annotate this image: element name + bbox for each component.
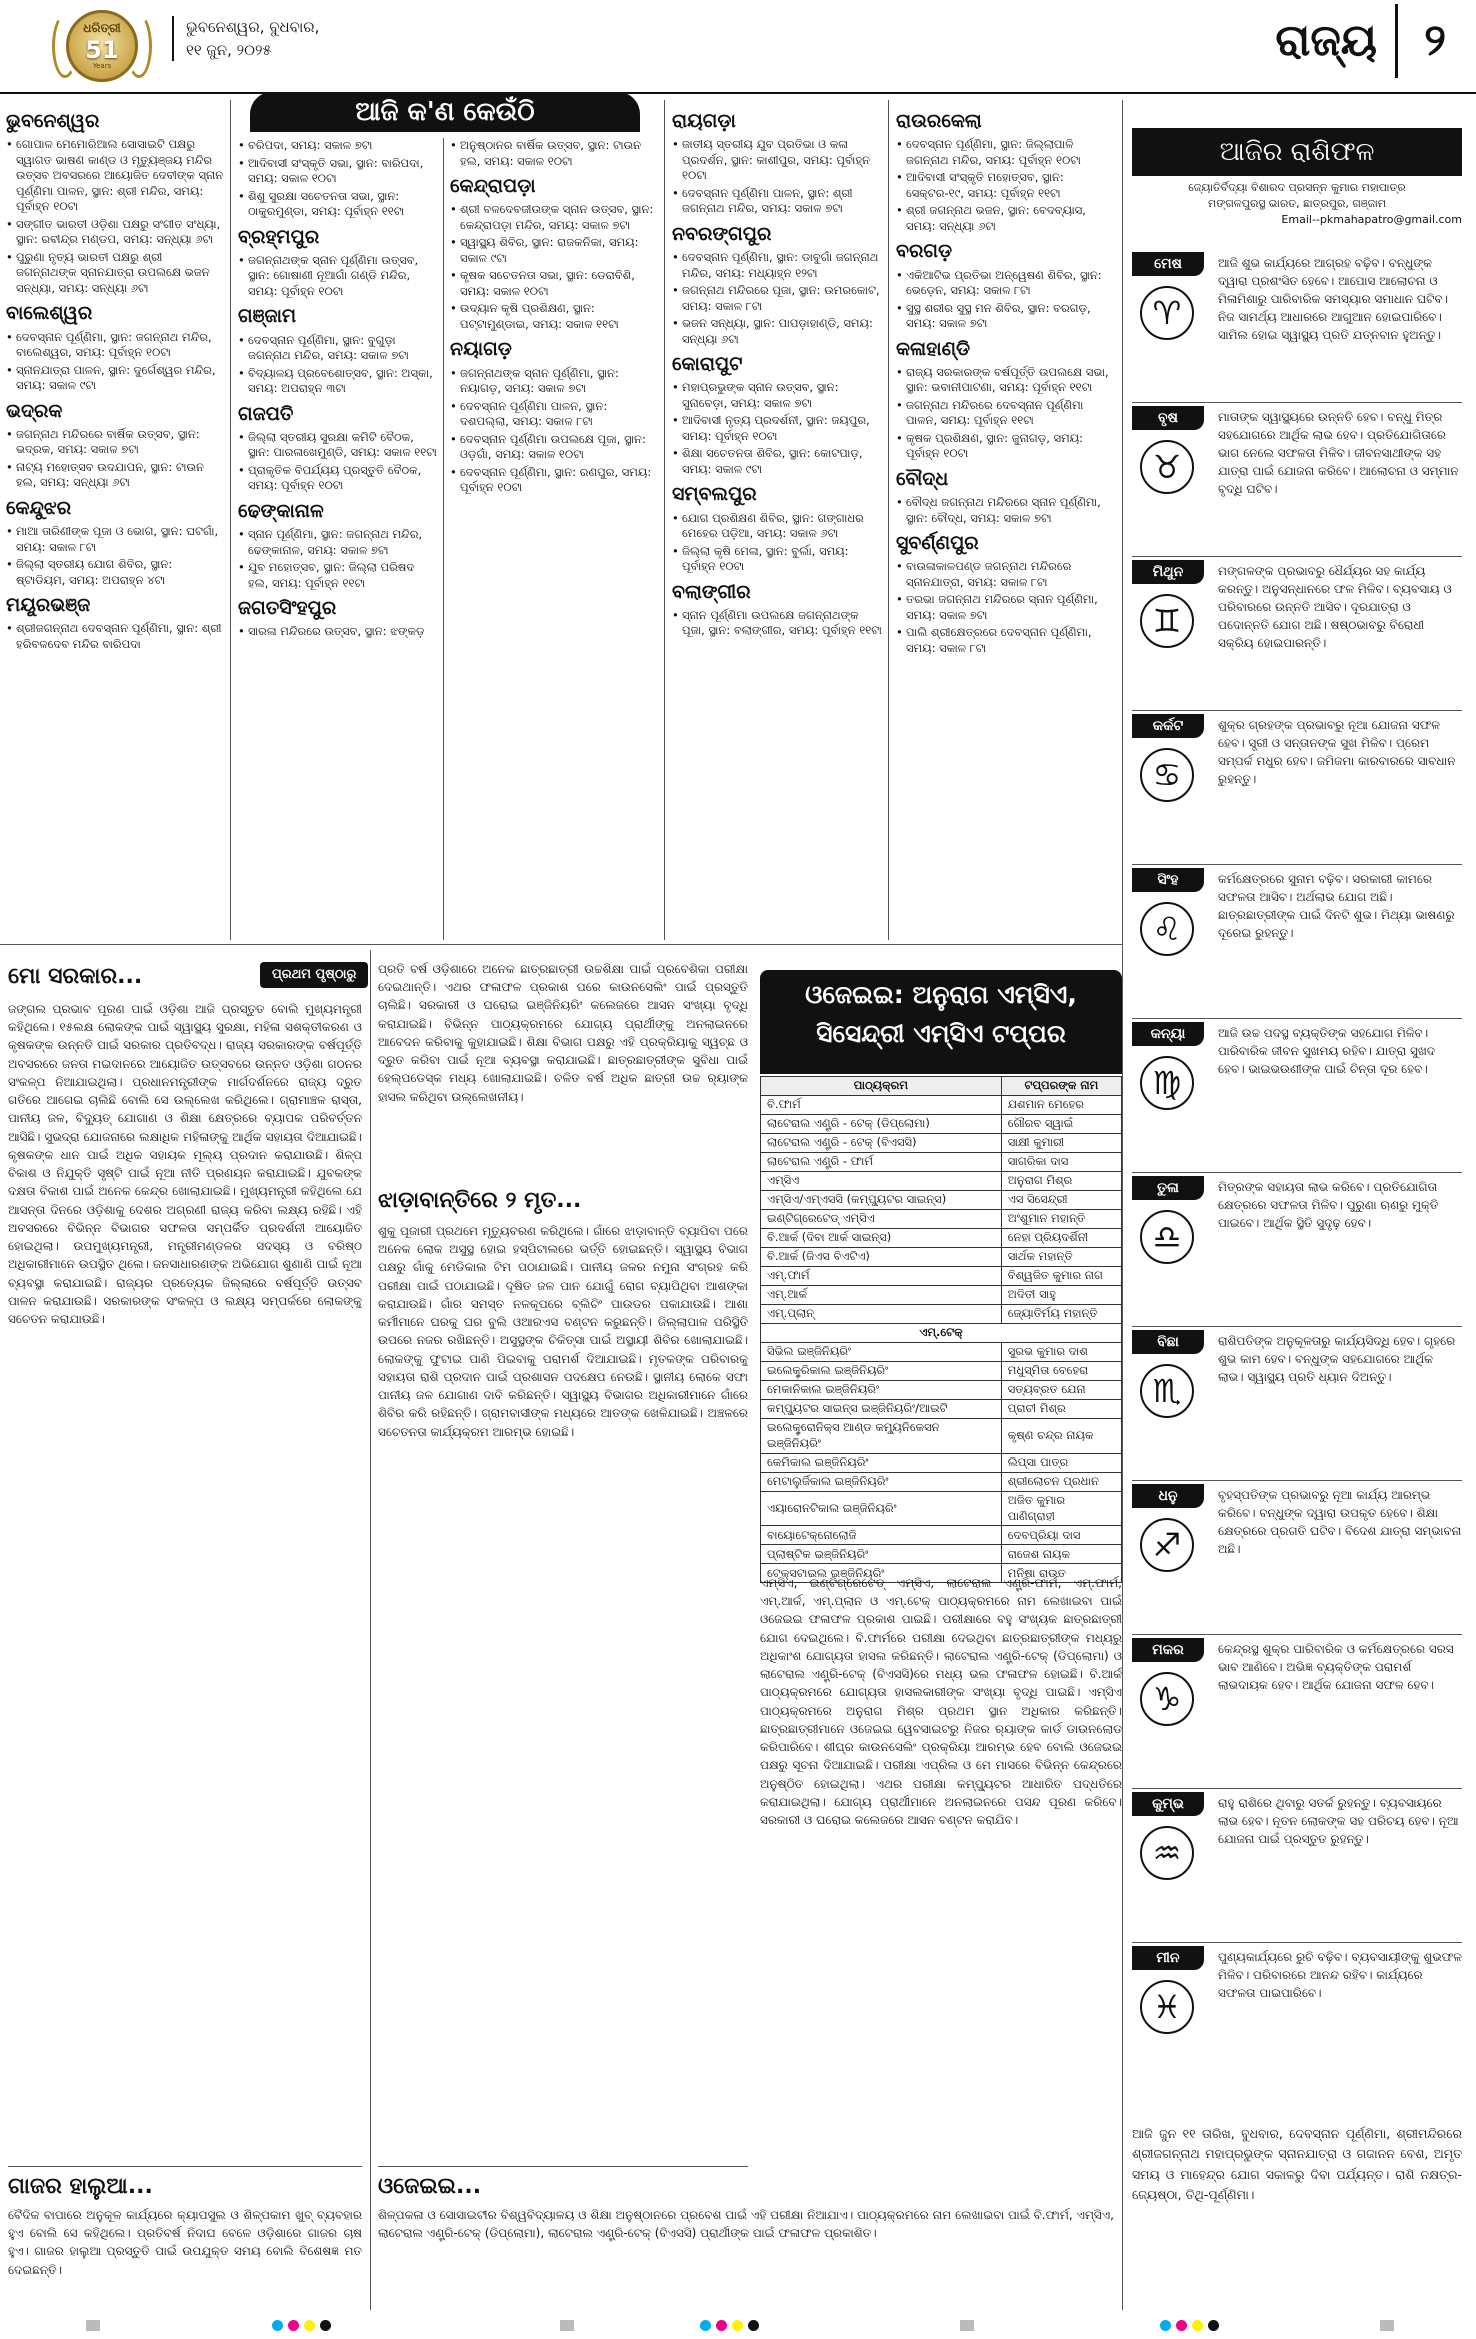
zodiac-sign-icon: ♏	[1140, 1364, 1194, 1418]
event-item: • ଜିଲ୍ଲା ସ୍ତରୀୟ ଯୋଗ ଶିବିର, ସ୍ଥାନ: ଷ୍ଟାଡିୟମ, ସମୟ: ଅପରାହ୍ନ ୪ଟା	[6, 557, 224, 588]
course-cell: ଲାଟେରାଲ ଏଣ୍ଟ୍ରି - ଟେକ୍ (ଡିପ୍ଲୋମା)	[761, 1115, 1002, 1134]
topper-cell: ଦେବପ୍ରିୟା ଦାସ	[1001, 1526, 1121, 1545]
event-item: • ଦେବସ୍ନାନ ପୂର୍ଣ୍ଣିମା, ସ୍ଥାନ: ରଣପୁର, ସମୟ: ପୂର୍ବାହ୍ନ ୧୦ଟା	[450, 465, 658, 496]
table-row	[761, 1472, 1122, 1491]
table-row	[761, 1362, 1122, 1381]
cyan-dot-icon	[272, 2320, 283, 2331]
event-item: • ଜଗନ୍ନାଥଙ୍କ ସ୍ନାନ ପୂର୍ଣ୍ଣିମା ଉତ୍ସବ, ସ୍ଥାନ: ଗୋଷାଣୀ ନୂଆଗାଁ ଗଣ୍ଡି ମନ୍ଦିର, ସମୟ: ପୂର୍ବାହ୍ନ ୧୦ଟା	[238, 253, 438, 300]
sign-name: ମୀନ	[1132, 1946, 1204, 1970]
event-place-heading: ରାଉରକେଲା	[896, 110, 982, 132]
article-body-ojee-cont: ଶିଳ୍ପକଳା ଓ ସୋସାଇଟୀର ବିଶ୍ୱବିଦ୍ୟାଳୟ ଓ ଶିକ୍ଷା ଅନୁଷ୍ଠାନରେ ପ୍ରବେଶ ପାଇଁ ଏହି ପରୀକ୍ଷା ନିଆଯାଏ। ପାଠ୍ୟକ୍ରମରେ ନାମ ଲେଖାଇବା ପାଇଁ ବି.ଫାର୍ମ, ଏମ୍‌ସିଏ, ଲାଟେରାଲ ଏଣ୍ଟ୍ରି-ଟେକ୍ (ଡିପ୍ଲୋମା), ଲାଟେରାଲ ଏଣ୍ଟ୍ରି-ଟେକ୍ (ବିଏସସି) ପ୍ରାର୍ଥୀଙ୍କ ପାଇଁ ଫଳାଫଳ ପ୍ରକାଶିତ।	[378, 2208, 1114, 2241]
table-row	[761, 1191, 1122, 1210]
event-item: • କୃଷକ ପ୍ରଶିକ୍ଷଣ, ସ୍ଥାନ: ଜୁନାଗଡ଼, ସମୟ: ପୂର୍ବାହ୍ନ ୧୦ଟା	[896, 431, 1114, 462]
sign-prediction: ରାହୁ ରାଶିରେ ଥିବାରୁ ସତର୍କ ରୁହନ୍ତୁ। ବ୍ୟବସାୟରେ ଲାଭ ହେବ। ନୂତନ ଲୋକଙ୍କ ସହ ପରିଚୟ ହେବ। ନୂଆ ଯୋଜନା ପାଇଁ ପ୍ରସ୍ତୁତ ରୁହନ୍ତୁ।	[1218, 1796, 1459, 1846]
event-item: • ଭଜନ ସନ୍ଧ୍ୟା, ସ୍ଥାନ: ପାପଡ଼ାହାଣ୍ଡି, ସମୟ: ସନ୍ଧ୍ୟା ୬ଟା	[672, 316, 882, 347]
horoscope-sign	[1132, 1484, 1462, 1634]
course-cell: ପ୍ଲାଷ୍ଟିକ ଇଞ୍ଜିନିୟରିଂ	[761, 1545, 1002, 1564]
event-item: • ଜିଲ୍ଲା କୃଷି ମେଳା, ସ୍ଥାନ: ବୁର୍ଲା, ସମୟ: ପୂର୍ବାହ୍ନ ୧୦ଟା	[672, 544, 882, 575]
horoscope-sign	[1132, 868, 1462, 1018]
horoscope-byline	[1132, 180, 1462, 228]
table-subheader-row	[761, 1324, 1122, 1343]
zodiac-sign-icon: ♒	[1140, 1826, 1194, 1880]
horoscope-sign	[1132, 560, 1462, 710]
sign-name: କନ୍ୟା	[1132, 1022, 1204, 1046]
table-row	[761, 1248, 1122, 1267]
ojee-toppers-table	[760, 1076, 1122, 1583]
topper-cell: ଜ୍ୟୋତିର୍ମୟ ମହାନ୍ତି	[1001, 1305, 1121, 1324]
topper-cell: ମଧୁସ୍ମିତା ବେହେରା	[1001, 1362, 1121, 1381]
panchang-text: ଆଜି ଜୁନ ୧୧ ତାରିଖ, ବୁଧବାର, ଦେବସ୍ନାନ ପୂର୍ଣ୍ଣିମା, ଶ୍ରୀମନ୍ଦିରରେ ଶ୍ରୀଜଗନ୍ନାଥ ମହାପ୍ରଭୁଙ୍କ ସ୍ନାନଯାତ୍ରା ଓ ଗଜାନନ ବେଶ, ଅମୃତ ସମୟ ଓ ମାହେନ୍ଦ୍ର ଯୋଗ ସକାଳରୁ ଦିବା ପର୍ଯ୍ୟନ୍ତ। ରାଶି ନକ୍ଷତ୍ର-ଜ୍ୟେଷ୍ଠା, ତିଥି-ପୂର୍ଣ୍ଣିମା।	[1132, 2126, 1462, 2202]
horoscope-sign	[1132, 1330, 1462, 1480]
course-cell: କେମିକାଲ ଇଞ୍ଜିନିୟରିଂ	[761, 1453, 1002, 1472]
event-item: • ପ୍ରାକୃତିକ ବିପର୍ଯ୍ୟୟ ପ୍ରସ୍ତୁତି ବୈଠକ, ସମୟ: ପୂର୍ବାହ୍ନ ୧୦ଟା	[238, 463, 438, 494]
event-place-heading: କୋରାପୁଟ	[672, 353, 743, 376]
ojee-headline: ଓଜେଇଇ: ଅନୁରାଗ ଏମ୍‌ସିଏ, ସିସେନ୍ଦ୍ରୀ ଏମ୍‌ସିଏ ଟପ୍‌ପର	[760, 970, 1122, 1074]
event-place-heading: ସୁବର୍ଣ୍ଣପୁର	[896, 532, 979, 555]
event-place-heading: ଗଜପତି	[238, 402, 294, 425]
mtech-subheader: ଏମ୍.ଟେକ୍	[761, 1324, 1122, 1343]
course-cell: ଏମ୍‌ସିଏ	[761, 1172, 1002, 1191]
event-item: • ପୁରୁଣା ନୃତ୍ୟ ଭାରତୀ ପକ୍ଷରୁ ଶ୍ରୀ ଜଗନ୍ନାଥଙ୍କ ସ୍ନାନଯାତ୍ରା ଉପଲକ୍ଷେ ଭଜନ ସନ୍ଧ୍ୟା, ସମୟ: ସନ୍ଧ୍ୟା ୬ଟା	[6, 250, 224, 297]
event-item: • ଅନୁଷ୍ଠାନର ବାର୍ଷିକ ଉତ୍ସବ, ସ୍ଥାନ: ଟାଉନ ହଲ, ସମୟ: ସକାଳ ୧୦ଟା	[450, 138, 658, 169]
panchang-block	[1132, 2122, 1462, 2312]
event-item: • ସଙ୍ଗୀତ ଭାରତୀ ଓଡ଼ିଶା ପକ୍ଷରୁ ସଂଗୀତ ସଂଧ୍ୟା, ସ୍ଥାନ: ରବୀନ୍ଦ୍ର ମଣ୍ଡପ, ସମୟ: ସନ୍ଧ୍ୟା ୬ଟା	[6, 217, 224, 248]
event-place-heading: ବୌଦ୍ଧ	[896, 467, 949, 490]
sign-name: ବୃଷ	[1132, 406, 1204, 430]
event-item: • ଏକିଆଟିଭ ପ୍ରତିଭା ଅନ୍ୱେଷଣ ଶିବିର, ସ୍ଥାନ: ଭେଡ଼େନ, ସମୟ: ସକାଳ ୮ଟା	[896, 268, 1114, 299]
zodiac-sign-icon: ♑	[1140, 1672, 1194, 1726]
zodiac-sign-icon: ♎	[1140, 1210, 1194, 1264]
event-place-heading: ବ୍ରହ୍ମପୁର	[238, 225, 320, 248]
topper-cell: ନେହା ପ୍ରିୟଦର୍ଶିନୀ	[1001, 1229, 1121, 1248]
horoscope-sign	[1132, 1638, 1462, 1788]
topper-cell: ସାକ୍ଷୀ କୁମାରୀ	[1001, 1134, 1121, 1153]
sign-divider	[1132, 1942, 1462, 1943]
event-item: • ଦେବସ୍ନାନ ପୂର୍ଣ୍ଣିମା ପାଳନ, ସ୍ଥାନ: ଦଶପଲ୍ଲା, ସମୟ: ସକାଳ ୮ଟା	[450, 399, 658, 430]
topper-cell: ଅନୁରାଗ ମିଶ୍ର	[1001, 1172, 1121, 1191]
column-rule	[370, 950, 371, 2310]
sign-name: ମେଷ	[1132, 252, 1204, 276]
course-cell: ବି.ଆର୍କ (ଦିବା ଆର୍କ ସାଇନ୍ସ)	[761, 1229, 1002, 1248]
event-place-heading: ଢେଙ୍କାନାଳ	[238, 499, 324, 522]
zodiac-sign-icon: ♍	[1140, 1056, 1194, 1110]
event-place-heading: ଭୁବନେଶ୍ୱର	[6, 110, 100, 132]
event-item: • କୃଷକ ସଚେତନତା ସଭା, ସ୍ଥାନ: ଡେରାବିଶି, ସମୟ: ସକାଳ ୧୦ଟା	[450, 268, 658, 299]
table-row	[761, 1096, 1122, 1115]
yellow-dot-icon	[304, 2320, 315, 2331]
page-number: ୨	[1395, 4, 1462, 78]
table-row	[761, 1526, 1122, 1545]
sign-divider	[1132, 1634, 1462, 1635]
event-place-heading: ଗଞ୍ଜାମ	[238, 305, 297, 328]
black-dot-icon	[1208, 2320, 1219, 2331]
course-cell: ଏମ୍.ଫାର୍ମ	[761, 1267, 1002, 1286]
sign-prediction: ଆଜି ଶୁଭ କାର୍ଯ୍ୟରେ ଆଗ୍ରହ ବଢ଼ିବ। ବନ୍ଧୁଙ୍କ ଦ୍ୱାରା ପ୍ରଶଂସିତ ହେବେ। ଆପୋସ ଆଲୋଚନା ଓ ମିଳାମିଶାରୁ ପାରିବାରିକ ସମସ୍ୟାର ସମାଧାନ ଘଟିବ। ନିଜ ସାମର୍ଥ୍ୟ ଆଧାରରେ ଆଗୁଆନ ହୋଇପାରିବେ। ସାମିଲ ହୋଇ ସ୍ୱାସ୍ଥ୍ୟ ପ୍ରତି ଯତ୍ନବାନ ହୁଅନ୍ତୁ।	[1218, 256, 1449, 342]
horoscope-heading: ଆଜିର ରାଶିଫଳ	[1132, 128, 1462, 176]
event-item: • ଦେବସ୍ନାନ ପୂର୍ଣ୍ଣିମା ଉପଲକ୍ଷେ ପୂଜା, ସ୍ଥାନ: ଓଡ଼ଗାଁ, ସମୟ: ସକାଳ ୧୦ଟା	[450, 432, 658, 463]
zodiac-sign-icon: ♐	[1140, 1518, 1194, 1572]
event-item: • ବୌଦ୍ଧ ଜଗନ୍ନାଥ ମନ୍ଦିରରେ ସ୍ନାନ ପୂର୍ଣ୍ଣିମା, ସ୍ଥାନ: ବୌଦ୍ଧ, ସମୟ: ସକାଳ ୭ଟା	[896, 495, 1114, 526]
article-body-ojee: ଏମ୍‌ସିଏ, ଇଣ୍ଟିଗ୍ରେଟେଡ୍ ଏମ୍‌ସିଏ, ଲାଟେରାଲ ଏଣ୍ଟ୍ରି-ଫାର୍ମ, ଏମ୍.ଫାର୍ମ, ଏମ୍.ଆର୍କ, ଏମ୍.ପ୍ଲାନ ଓ ଏମ୍.ଟେକ୍ ପାଠ୍ୟକ୍ରମରେ ନାମ ଲେଖାଇବା ପାଇଁ ଓଜେଇଇ ଫଳାଫଳ ପ୍ରକାଶ ପାଇଛି। ପରୀକ୍ଷାରେ ବହୁ ସଂଖ୍ୟକ ଛାତ୍ରଛାତ୍ରୀ ଯୋଗ ଦେଇଥିଲେ। ବି.ଫାର୍ମରେ ପରୀକ୍ଷା ଦେଇଥିବା ଛାତ୍ରଛାତ୍ରୀଙ୍କ ମଧ୍ୟରୁ ଅଧିକାଂଶ ଯୋଗ୍ୟତା ହାସଲ କରିଛନ୍ତି। ଲାଟେରାଲ ଏଣ୍ଟ୍ରି-ଟେକ୍ (ଡିପ୍ଲୋମା) ଓ ଲାଟେରାଲ ଏଣ୍ଟ୍ରି-ଟେକ୍ (ବିଏସସି)ରେ ମଧ୍ୟ ଭଲ ଫଳାଫଳ ହୋଇଛି। ବି.ଆର୍କ ପାଠ୍ୟକ୍ରମରେ ଯୋଗ୍ୟତା ହାସଲକାରୀଙ୍କ ସଂଖ୍ୟା ବୃଦ୍ଧି ପାଇଛି। ଏମ୍‌ସିଏ ପାଠ୍ୟକ୍ରମରେ ଅନୁରାଗ ମିଶ୍ର ପ୍ରଥମ ସ୍ଥାନ ଅଧିକାର କରିଛନ୍ତି। ଛାତ୍ରଛାତ୍ରୀମାନେ ଓଜେଇଇ ୱେବସାଇଟରୁ ନିଜର ର‍୍ୟାଙ୍କ କାର୍ଡ ଡାଉନଲୋଡ କରିପାରିବେ। ଶୀଘ୍ର କାଉନସେଲିଂ ପ୍ରକ୍ରିୟା ଆରମ୍ଭ ହେବ ବୋଲି ଓଜେଇଇ ପକ୍ଷରୁ ସୂଚନା ଦିଆଯାଇଛି। ପରୀକ୍ଷା ଏପ୍ରିଲ ଓ ମେ ମାସରେ ବିଭିନ୍ନ କେନ୍ଦ୍ରରେ ଅନୁଷ୍ଠିତ ହୋଇଥିଲା। ଏଥର ପରୀକ୍ଷା କମ୍ପ୍ୟୁଟର ଆଧାରିତ ପଦ୍ଧତିରେ କରାଯାଇଥିଲା। ଯୋଗ୍ୟ ପ୍ରାର୍ଥୀମାନେ ଅନଲାଇନରେ ପସନ୍ଦ ପୂରଣ କରିବେ। ସରକାରୀ ଓ ଘରୋଇ କଲେଜରେ ଆସନ ବଣ୍ଟନ କରାଯିବ।	[760, 1576, 1122, 1828]
event-item: • ଜଗନ୍ନାଥ ମନ୍ଦିରରେ ବାର୍ଷିକ ଉତ୍ସବ, ସ୍ଥାନ: ଭଦ୍ରକ, ସମୟ: ସକାଳ ୭ଟା	[6, 427, 224, 458]
table-row	[761, 1381, 1122, 1400]
sign-name: ତୁଳା	[1132, 1176, 1204, 1200]
course-cell: ଏମ୍.ପ୍ଲାନ୍	[761, 1305, 1002, 1324]
black-dot-icon	[320, 2320, 331, 2331]
event-item: • ଶ୍ରୀଜଗନ୍ନାଥ ଦେବସ୍ନାନ ପୂର୍ଣ୍ଣିମା, ସ୍ଥାନ: ଶ୍ରୀ ହରିବଳଦେବ ମନ୍ଦିର ବାରିପଦା	[6, 621, 224, 652]
event-place-heading: କେନ୍ଦ୍ରାପଡ଼ା	[450, 175, 536, 198]
sign-name: କର୍କଟ	[1132, 714, 1204, 738]
topper-cell: ଅଦିତୀ ସାହୁ	[1001, 1286, 1121, 1305]
event-item: • ଦେବସ୍ନାନ ପୂର୍ଣ୍ଣିମା, ସ୍ଥାନ: ଜିଲ୍ଲାପାଳି ଜଗନ୍ନାଥ ମନ୍ଦିର, ସମୟ: ପୂର୍ବାହ୍ନ ୧୦ଟା	[896, 137, 1114, 168]
sign-prediction: ମିତ୍ରଙ୍କ ସହାୟତା ଲାଭ କରିବେ। ପ୍ରତିଯୋଗିତା କ୍ଷେତ୍ରରେ ସଫଳତା ମିଳିବ। ପୁରୁଣା ଋଣରୁ ମୁକ୍ତି ପାଇବେ। ଆର୍ଥିକ ସ୍ଥିତି ସୁଦୃଢ଼ ହେବ।	[1218, 1180, 1439, 1230]
event-item: • ଗୋପାଳ ମେମୋରିଆଲ ସୋସାଇଟି ପକ୍ଷରୁ ସ୍ୱାଗତ ଭାଷଣ କାଣ୍ଡ ଓ ମୃତ୍ୟୁଞ୍ଜୟ ମନ୍ଦିର ଉତ୍ସବ ଅବସରରେ ଆୟୋଜିତ ଦେବୀଙ୍କ ସ୍ନାନ ପୂର୍ଣ୍ଣିମା ପାଳନ, ସ୍ଥାନ: ଶ୍ରୀ ମନ୍ଦିର, ସମୟ: ପୂର୍ବାହ୍ନ ୧୦ଟା	[6, 137, 224, 215]
event-item: • ବରିପଦା, ସମୟ: ସକାଳ ୭ଟା	[238, 138, 438, 154]
topper-cell: ଅଂଶୁମାନ ମହାନ୍ତି	[1001, 1210, 1121, 1229]
course-cell: ବି.ଫାର୍ମ	[761, 1096, 1002, 1115]
events-column-2	[238, 138, 438, 940]
event-item: • ଜଗନ୍ନାଥ ମନ୍ଦିରରେ ଦେବସ୍ନାନ ପୂର୍ଣ୍ଣିମା ପାଳନ, ସମୟ: ପୂର୍ବାହ୍ନ ୧୧ଟା	[896, 398, 1114, 429]
event-item: • ଶ୍ରୀ ବଳଦେବଜୀଉଙ୍କ ସ୍ନାନ ଉତ୍ସବ, ସ୍ଥାନ: କେନ୍ଦ୍ରାପଡ଼ା ମନ୍ଦିର, ସମୟ: ସକାଳ ୭ଟା	[450, 202, 658, 233]
event-item: • ଶ୍ରୀ ଜଗନ୍ନାଥ ଭଜନ, ସ୍ଥାନ: ବେଦବ୍ୟାସ, ସମୟ: ସନ୍ଧ୍ୟା ୬ଟା	[896, 203, 1114, 234]
zodiac-sign-icon: ♈	[1140, 286, 1194, 340]
horoscope-sign	[1132, 714, 1462, 864]
course-cell: ଇଲେକ୍ଟ୍ରିକାଲ ଇଞ୍ଜିନିୟରିଂ	[761, 1362, 1002, 1381]
table-row	[761, 1115, 1122, 1134]
topper-cell: ଅଜିତ କୁମାର ପାଣିଗ୍ରାହୀ	[1001, 1491, 1121, 1526]
column-rule	[1122, 100, 1123, 2310]
zodiac-sign-icon: ♊	[1140, 594, 1194, 648]
event-item: • ଜଗନ୍ନାଥଙ୍କ ସ୍ନାନ ପୂର୍ଣ୍ଣିମା, ସ୍ଥାନ: ନୟାଗଡ଼, ସମୟ: ସକାଳ ୭ଟା	[450, 366, 658, 397]
topper-cell: କୃଷ୍ଣ ଚନ୍ଦ୍ର ନାୟକ	[1001, 1419, 1121, 1454]
horoscope-sign	[1132, 1946, 1462, 2096]
yellow-dot-icon	[732, 2320, 743, 2331]
print-registration-marks	[0, 2316, 1476, 2339]
event-item: • ସ୍ୱାସ୍ଥ୍ୟ ଶିବିର, ସ୍ଥାନ: ରାଜକନିକା, ସମୟ: ସକାଳ ୯ଟା	[450, 235, 658, 266]
horoscope-sign	[1132, 252, 1462, 402]
sign-divider	[1132, 1326, 1462, 1327]
column-rule	[664, 100, 665, 940]
table-row	[761, 1305, 1122, 1324]
event-item: • ସ୍ନାନ ପୂର୍ଣ୍ଣିମା ଉପଲକ୍ଷେ ଜଗନ୍ନାଥଙ୍କ ପୂଜା, ସ୍ଥାନ: ବଲାଙ୍ଗୀର, ସମୟ: ପୂର୍ବାହ୍ନ ୧୧ଟା	[672, 608, 882, 639]
event-item: • ସୁସ୍ଥ ଶରୀର ସୁସ୍ଥ ମନ ଶିବିର, ସ୍ଥାନ: ବରଗଡ଼, ସମୟ: ସକାଳ ୭ଟା	[896, 301, 1114, 332]
horoscope-sign	[1132, 1792, 1462, 1942]
course-cell: ବି.ଆର୍କ (ଜିଏସ ବିଏଟିଏ)	[761, 1248, 1002, 1267]
table-row	[761, 1491, 1122, 1526]
anniversary-seal-logo	[46, 4, 158, 86]
sign-prediction: ରାଶିପତିଙ୍କ ଅନୁକୂଳତାରୁ କାର୍ଯ୍ୟସିଦ୍ଧି ହେବ। ଗୃହରେ ଶୁଭ କାମ ହେବ। ବନ୍ଧୁଙ୍କ ସହଯୋଗରେ ଆର୍ଥିକ ଲାଭ। ସ୍ୱାସ୍ଥ୍ୟ ପ୍ରତି ଧ୍ୟାନ ଦିଅନ୍ତୁ।	[1218, 1334, 1456, 1384]
sign-divider	[1132, 710, 1462, 711]
event-place-heading: ରାୟଗଡ଼ା	[672, 110, 736, 132]
topper-cell: ଶ୍ରୀଲୋଚନ ପ୍ରଧାନ	[1001, 1472, 1121, 1491]
course-cell: ମେକାନିକାଲ ଇଞ୍ଜିନିୟରିଂ	[761, 1381, 1002, 1400]
topper-cell: ଏସ ସିସେନ୍ଦ୍ରୀ	[1001, 1191, 1121, 1210]
header-rule	[0, 92, 1476, 94]
article-kicker-ojee-cont: ଓଜେଇଇ...	[378, 2174, 482, 2199]
course-cell: କମ୍ପ୍ୟୁଟର ସାଇନ୍ସ ଇଞ୍ଜିନିୟରିଂ/ଆଇଟି	[761, 1400, 1002, 1419]
article-body-continued: ପ୍ରତି ବର୍ଷ ଓଡ଼ିଶାରେ ଅନେକ ଛାତ୍ରଛାତ୍ରୀ ଉଚ୍ଚଶିକ୍ଷା ପାଇଁ ପ୍ରବେଶିକା ପରୀକ୍ଷା ଦେଇଥାନ୍ତି। ଏଥର ଫଳାଫଳ ପ୍ରକାଶ ପରେ କାଉନସେଲିଂ ପାଇଁ ପ୍ରସ୍ତୁତି ଚାଲିଛି। ସରକାରୀ ଓ ଘରୋଇ ଇଞ୍ଜିନିୟରିଂ କଲେଜରେ ଆସନ ସଂଖ୍ୟା ବୃଦ୍ଧି କରାଯାଇଛି। ବିଭିନ୍ନ ପାଠ୍ୟକ୍ରମରେ ଯୋଗ୍ୟ ପ୍ରାର୍ଥୀଙ୍କୁ ଅନଲାଇନରେ ଆବେଦନ କରିବାକୁ କୁହାଯାଇଛି। ଶିକ୍ଷା ବିଭାଗ ପକ୍ଷରୁ ଏହି ପ୍ରକ୍ରିୟାକୁ ସ୍ୱଚ୍ଛ ଓ ଦ୍ରୁତ କରିବା ପାଇଁ ନୂଆ ବ୍ୟବସ୍ଥା କରାଯାଇଛି। ଛାତ୍ରଛାତ୍ରୀଙ୍କ ସୁବିଧା ପାଇଁ ହେଲ୍ପଡେସ୍କ ମଧ୍ୟ ଖୋଲାଯାଇଛି। ଚଳିତ ବର୍ଷ ଅଧିକ ଛାତ୍ରୀ ଉଚ୍ଚ ର‍୍ୟାଙ୍କ ହାସଲ କରିଥିବା ଉଲ୍ଲେଖନୀୟ।	[378, 962, 748, 1104]
topper-cell: ମନିଷା ରାଉତ	[1001, 1564, 1121, 1583]
event-item: • ଯୁବ ମହୋତ୍ସବ, ସ୍ଥାନ: ଜିଲ୍ଲା ପରିଷଦ ହଲ, ସମୟ: ପୂର୍ବାହ୍ନ ୧୧ଟା	[238, 560, 438, 591]
astrologer-address: ମଙ୍ଗଳପୁରସ୍ଥ ଭାରତ, ଛାତ୍ରପୁର, ଗଞ୍ଜାମ	[1207, 196, 1386, 210]
table-row	[761, 1453, 1122, 1472]
zodiac-sign-icon: ♉	[1140, 440, 1194, 494]
article-kicker-gajar: ଗାଜର ହାଲୁଆ...	[8, 2174, 153, 2199]
magenta-dot-icon	[288, 2320, 299, 2331]
event-item: • ଶିଶୁ ସୁରକ୍ଷା ସଚେତନତା ସଭା, ସ୍ଥାନ: ଠାକୁରମୁଣ୍ଡା, ସମୟ: ପୂର୍ବାହ୍ନ ୧୧ଟା	[238, 189, 438, 220]
registration-square-icon	[86, 2320, 100, 2331]
event-place-heading: ନୟାଗଡ଼	[450, 338, 512, 361]
event-item: • ରାଜ୍ୟ ସରକାରଙ୍କ ବର୍ଷପୂର୍ତ୍ତି ଉପଲକ୍ଷେ ସଭା, ସ୍ଥାନ: ଭବାନୀପାଟଣା, ସମୟ: ପୂର୍ବାହ୍ନ ୧୧ଟା	[896, 365, 1114, 396]
magenta-dot-icon	[716, 2320, 727, 2331]
sign-divider	[1132, 1788, 1462, 1789]
topper-cell: ସୁରଭ କୁମାର ଦାଶ	[1001, 1343, 1121, 1362]
sign-prediction: ମାତାଙ୍କ ସ୍ୱାସ୍ଥ୍ୟରେ ଉନ୍ନତି ହେବ। ବନ୍ଧୁ ମିତ୍ର ସହଯୋଗରେ ଆର୍ଥିକ ଲାଭ ହେବ। ପ୍ରତିଯୋଗିତାରେ ଭାଗ ନେଲେ ସଫଳତା ମିଳିବ। ଜୀବନସାଥୀଙ୍କ ସହ ଯାତ୍ରା ପାଇଁ ଯୋଜନା କରିବେ। ଆଲୋଚନା ଓ ସମ୍ମାନ ବୃଦ୍ଧି ଘଟିବ।	[1218, 410, 1459, 496]
event-place-heading: ବରଗଡ଼	[896, 240, 953, 263]
sign-name: ମିଥୁନ	[1132, 560, 1204, 584]
event-item: • ଆଦିବାସୀ ସଂସ୍କୃତି ସଭା, ସ୍ଥାନ: ବାରିପଦା, ସମୟ: ସକାଳ ୧୦ଟା	[238, 156, 438, 187]
registration-square-icon	[560, 2320, 574, 2331]
events-column-1	[6, 104, 224, 940]
table-row	[761, 1419, 1122, 1454]
table-row	[761, 1545, 1122, 1564]
front-page-continued-tag: ପ୍ରଥମ ପୃଷ୍ଠାରୁ	[260, 962, 368, 988]
events-column-5	[896, 104, 1114, 940]
table-row	[761, 1286, 1122, 1305]
seal-years-number: 51	[85, 36, 119, 64]
course-cell: ବାୟୋଟେକ୍ନୋଲୋଜି	[761, 1526, 1002, 1545]
zodiac-sign-icon: ♓	[1140, 1980, 1194, 2034]
event-item: • ବାଉଳାକାଳପଣ୍ଡ ଜଗନ୍ନାଥ ମନ୍ଦିରରେ ସ୍ନାନଯାତ୍ରା, ସମୟ: ସକାଳ ୮ଟା	[896, 559, 1114, 590]
yellow-dot-icon	[1192, 2320, 1203, 2331]
event-item: • ପାଲି ଶ୍ରୀକ୍ଷେତ୍ରରେ ଦେବସ୍ନାନ ପୂର୍ଣ୍ଣିମା, ସମୟ: ସକାଳ ୮ଟା	[896, 625, 1114, 656]
topper-cell: ବିଶ୍ୱଜିତ କୁମାର ନାଗ	[1001, 1267, 1121, 1286]
sign-name: ସିଂହ	[1132, 868, 1204, 892]
event-item: • ଦେବସ୍ନାନ ପୂର୍ଣ୍ଣିମା, ସ୍ଥାନ: ଡାବୁଗାଁ ଜଗନ୍ନାଥ ମନ୍ଦିର, ସମୟ: ମଧ୍ୟାହ୍ନ ୧୨ଟା	[672, 250, 882, 281]
course-cell: ଇଣ୍ଟିଗ୍ରେଟେଡ୍ ଏମ୍‌ସିଏ	[761, 1210, 1002, 1229]
table-row	[761, 1134, 1122, 1153]
topper-cell: ଲିପ୍ସା ପାତ୍ର	[1001, 1453, 1121, 1472]
event-item: • ଆଦିବାସୀ ସଂସ୍କୃତି ମହୋତ୍ସବ, ସ୍ଥାନ: ସେକ୍ଟର-୧୯, ସମୟ: ପୂର୍ବାହ୍ନ ୧୧ଟା	[896, 170, 1114, 201]
sign-name: କୁମ୍ଭ	[1132, 1792, 1204, 1816]
black-dot-icon	[748, 2320, 759, 2331]
masthead	[0, 0, 1476, 92]
section-name: ରାଜ୍ୟ	[1275, 14, 1378, 66]
horoscope-sign	[1132, 406, 1462, 556]
event-item: • ବିଦ୍ୟାଳୟ ପ୍ରବେଶୋତ୍ସବ, ସ୍ଥାନ: ଅସ୍କା, ସମୟ: ଅପରାହ୍ନ ୩ଟା	[238, 366, 438, 397]
sign-prediction: ଆଜି ଉଚ୍ଚ ପଦସ୍ଥ ବ୍ୟକ୍ତିଙ୍କ ସହଯୋଗ ମିଳିବ। ପାରିବାରିକ ଜୀବନ ସୁଖମୟ ରହିବ। ଯାତ୍ରା ସୁଖଦ ହେବ। ଭାଇଭଉଣୀଙ୍କ ପାଇଁ ଚିନ୍ତା ଦୂର ହେବ।	[1218, 1026, 1436, 1076]
event-item: • ସ୍ନାନଯାତ୍ରା ପାଳନ, ସ୍ଥାନ: ଦୁର୍ଗେଶ୍ୱର ମନ୍ଦିର, ସମୟ: ସକାଳ ୯ଟା	[6, 363, 224, 394]
sign-name: ଧନୁ	[1132, 1484, 1204, 1508]
event-place-heading: ବଲାଙ୍ଗୀର	[672, 580, 751, 603]
event-item: • ଉଦ୍ୟାନ କୃଷି ପ୍ରଶିକ୍ଷଣ, ସ୍ଥାନ: ପଟ୍ଟାମୁଣ୍ଡାଇ, ସମୟ: ସକାଳ ୧୧ଟା	[450, 301, 658, 332]
cyan-dot-icon	[1160, 2320, 1171, 2331]
event-item: • ମାଆ ତାରିଣୀଙ୍କ ପୂଜା ଓ ଭୋଗ, ସ୍ଥାନ: ଘଟଗାଁ, ସମୟ: ସକାଳ ୮ଟା	[6, 524, 224, 555]
event-item: • ସ୍ନାନ ପୂର୍ଣ୍ଣିମା, ସ୍ଥାନ: ଜଗନ୍ନାଥ ମନ୍ଦିର, ଢେଙ୍କାନାଳ, ସମୟ: ସକାଳ ୭ଟା	[238, 527, 438, 558]
table-row	[761, 1400, 1122, 1419]
course-cell: ଏୟାରୋନଟିକାଲ ଇଞ୍ଜିନିୟରିଂ	[761, 1491, 1002, 1526]
event-item: • ନାଟ୍ୟ ମହୋତ୍ସବ ଉଦଯାପନ, ସ୍ଥାନ: ଟାଉନ ହଲ, ସମୟ: ସନ୍ଧ୍ୟା ୬ଟା	[6, 460, 224, 491]
magenta-dot-icon	[1176, 2320, 1187, 2331]
toppers-table-body	[761, 1096, 1122, 1583]
registration-square-icon	[1380, 2320, 1394, 2331]
course-cell: ଲାଟେରାଲ ଏଣ୍ଟ୍ରି - ଫାର୍ମ	[761, 1153, 1002, 1172]
table-row	[761, 1172, 1122, 1191]
table-header-row	[761, 1077, 1122, 1096]
column-rule	[888, 100, 889, 940]
zodiac-sign-icon: ♋	[1140, 748, 1194, 802]
table-row	[761, 1343, 1122, 1362]
event-item: • ତରଭା ଜଗନ୍ନାଥ ମନ୍ଦିରରେ ସ୍ନାନ ପୂର୍ଣ୍ଣିମା, ସମୟ: ସକାଳ ୭ଟା	[896, 592, 1114, 623]
course-cell: ଇଲେକ୍ଟ୍ରୋନିକ୍ସ ଆଣ୍ଡ କମ୍ୟୁନିକେସନ ଇଞ୍ଜିନିୟରିଂ	[761, 1419, 1002, 1454]
column-header-topper: ଟପ୍‌ପରଙ୍କ ନାମ	[1001, 1077, 1121, 1096]
topper-cell: ଗୌରବ ସ୍ୱାଇଁ	[1001, 1115, 1121, 1134]
events-banner: ଆଜି କ'ଣ କେଉଁଠି	[250, 92, 640, 132]
horoscope-sign	[1132, 1176, 1462, 1326]
course-cell: ଲାଟେରାଲ ଏଣ୍ଟ୍ରି - ଟେକ୍ (ବିଏସସି)	[761, 1134, 1002, 1153]
event-item: • ଜିଲ୍ଲା ସ୍ତରୀୟ ସୁରକ୍ଷା କମିଟି ବୈଠକ, ସ୍ଥାନ: ପାରଳାଖେମୁଣ୍ଡି, ସମୟ: ସକାଳ ୧୧ଟା	[238, 430, 438, 461]
event-place-heading: ଜଗତସିଂହପୁର	[238, 597, 337, 620]
event-item: • ଜଗନ୍ନାଥ ମନ୍ଦିରରେ ପୂଜା, ସ୍ଥାନ: ଉମରକୋଟ, ସମୟ: ସକାଳ ୮ଟା	[672, 283, 882, 314]
section-rule	[0, 944, 1122, 945]
astrologer-name: ଜ୍ୟୋତିର୍ବିଦ୍ୟା ବିଶାରଦ ପ୍ରସନ୍ନ କୁମାର ମହାପାତ୍ର	[1188, 181, 1406, 194]
sign-prediction: କେନ୍ଦ୍ରସ୍ଥ ଶୁକ୍ର ପାରିବାରିକ ଓ କର୍ମକ୍ଷେତ୍ରରେ ସରସ ଭାବ ଆଣିବେ। ଅଭିଜ୍ଞ ବ୍ୟକ୍ତିଙ୍କ ପରାମର୍ଶ ଲାଭଦାୟକ ହେବ। ଆର୍ଥିକ ଯୋଜନା ସଫଳ ହେବ।	[1218, 1642, 1454, 1692]
article-body-deaths: ଶୁକୁ ପୂଜାରୀ ପ୍ରଥମେ ମୃତ୍ୟୁବରଣ କରିଥିଲେ। ଗାଁରେ ଝାଡ଼ାବାନ୍ତି ବ୍ୟାପିବା ପରେ ଅନେକ ଲୋକ ଅସୁସ୍ଥ ହୋଇ ହସ୍ପିଟାଲରେ ଭର୍ତ୍ତି ହୋଇଛନ୍ତି। ସ୍ୱାସ୍ଥ୍ୟ ବିଭାଗ ପକ୍ଷରୁ ଗାଁକୁ ମେଡିକାଲ ଟିମ ପଠାଯାଇଛି। ପାନୀୟ ଜଳର ନମୁନା ସଂଗ୍ରହ କରି ପରୀକ୍ଷା ପାଇଁ ପଠାଯାଇଛି। ଦୂଷିତ ଜଳ ପାନ ଯୋଗୁଁ ରୋଗ ବ୍ୟାପିଥିବା ଆଶଙ୍କା କରାଯାଉଛି। ଗାଁର ସମସ୍ତ ନଳକୂପରେ ବ୍ଲିଚିଂ ପାଉଡର ପକାଯାଉଛି। ଆଶା କର୍ମୀମାନେ ଘରକୁ ଘର ବୁଲି ଓଆରଏସ ବଣ୍ଟନ କରୁଛନ୍ତି। ଜିଲ୍ଲାପାଳ ପରିସ୍ଥିତି ଉପରେ ନଜର ରଖିଛନ୍ତି। ଅସୁସ୍ଥଙ୍କ ଚିକିତ୍ସା ପାଇଁ ଅସ୍ଥାୟୀ ଶିବିର ଖୋଲାଯାଇଛି। ଲୋକଙ୍କୁ ଫୁଟାଇ ପାଣି ପିଇବାକୁ ପରାମର୍ଶ ଦିଆଯାଇଛି। ମୃତକଙ୍କ ପରିବାରକୁ ସହାୟତା ରାଶି ପ୍ରଦାନ ପାଇଁ ପ୍ରଶାସନ ପଦକ୍ଷେପ ନେଉଛି। ସ୍ଥାନୀୟ ଲୋକେ ସଫା ପାନୀୟ ଜଳ ଯୋଗାଣ ଦାବି କରିଛନ୍ତି। ସ୍ୱାସ୍ଥ୍ୟ ବିଭାଗର ଅଧିକାରୀମାନେ ଗାଁରେ ଶିବିର କରି ରହିଛନ୍ତି। ଗ୍ରାମବାସୀଙ୍କ ମଧ୍ୟରେ ଆତଙ୍କ ଖେଳିଯାଇଛି। ଅଞ୍ଚଳରେ ସଚେତନତା କାର୍ଯ୍ୟକ୍ରମ ଆରମ୍ଭ ହୋଇଛି।	[378, 1224, 748, 1439]
sign-divider	[1132, 556, 1462, 557]
article-body-gajar: ବୈଦିକ ବାପାରେ ଅନୁକୂଳ କାର୍ଯ୍ୟରେ କ୍ୟାପସୁଲ ଓ ଶିଳ୍ପକାମ ଖୁବ୍ ବ୍ୟବହାର ହୁଏ ବୋଲି ସେ କହିଥିଲେ। ପ୍ରତିବର୍ଷ ନିଦାଘ ବେଳେ ଓଡ଼ିଶାରେ ଗାଜର ଚାଷ ହୁଏ। ଗାଜର ହାଲୁଆ ପ୍ରସ୍ତୁତି ପାଇଁ ଉପଯୁକ୍ତ ସମୟ ବୋଲି ବିଶେଷଜ୍ଞ ମତ ଦେଇଛନ୍ତି।	[8, 2208, 362, 2277]
event-item: • ଦେବସ୍ନାନ ପୂର୍ଣ୍ଣିମା, ସ୍ଥାନ: ଜଗନ୍ନାଥ ମନ୍ଦିର, ବାଲେଶ୍ୱର, ସମୟ: ପୂର୍ବାହ୍ନ ୧୦ଟା	[6, 330, 224, 361]
sign-prediction: ମଙ୍ଗଳଙ୍କ ପ୍ରଭାବରୁ ଧୈର୍ଯ୍ୟର ସହ କାର୍ଯ୍ୟ କରନ୍ତୁ। ଅନୁସନ୍ଧାନରେ ଫଳ ମିଳିବ। ବ୍ୟବସାୟ ଓ ପରିବାରରେ ଉନ୍ନତି ଆସିବ। ଦୂରଯାତ୍ରା ଓ ପଦୋନ୍ନତି ଯୋଗ ଅଛି। ଷଷ୍ଠଭାବରୁ ବିରୋଧୀ ସକ୍ରିୟ ହୋଇପାରନ୍ତି।	[1218, 564, 1452, 650]
article-kicker-mo-sarkar: ମୋ ସରକାର...	[8, 964, 143, 989]
column-rule	[443, 138, 444, 940]
article-kicker-deaths: ଝାଡ଼ାବାନ୍ତିରେ ୨ ମୃତ...	[378, 1188, 582, 1213]
table-row	[761, 1229, 1122, 1248]
seal-years-label: Years	[92, 62, 112, 70]
course-cell: ମେଟାଲୁର୍ଜିକାଲ ଇଞ୍ଜିନିୟରିଂ	[761, 1472, 1002, 1491]
sign-divider	[1132, 1172, 1462, 1173]
sign-divider	[1132, 864, 1462, 865]
sign-divider	[1132, 1018, 1462, 1019]
zodiac-sign-icon: ♌	[1140, 902, 1194, 956]
events-column-3	[450, 138, 658, 940]
event-item: • ଯୋଗ ପ୍ରଶିକ୍ଷଣ ଶିବିର, ସ୍ଥାନ: ଗଙ୍ଗାଧର ମେହେର ପଡ଼ିଆ, ସମୟ: ସକାଳ ୬ଟା	[672, 511, 882, 542]
article-rule	[378, 2166, 748, 2167]
table-row	[761, 1153, 1122, 1172]
astrologer-email: Email--pkmahapatro@gmail.com	[1281, 212, 1462, 226]
event-place-heading: ସମ୍ବଲପୁର	[672, 483, 757, 506]
event-item: • ଜାତୀୟ ସ୍ତରୀୟ ଯୁବ ପ୍ରତିଭା ଓ କଳା ପ୍ରଦର୍ଶନ, ସ୍ଥାନ: କାଶୀପୁର, ସମୟ: ପୂର୍ବାହ୍ନ ୧୦ଟା	[672, 137, 882, 184]
event-place-heading: ନବରଙ୍ଗପୁର	[672, 222, 772, 245]
event-item: • ଶିକ୍ଷା ସଚେତନତା ଶିବିର, ସ୍ଥାନ: କୋଟପାଡ଼, ସମୟ: ସକାଳ ୯ଟା	[672, 446, 882, 477]
course-cell: ଟେକ୍ସଟାଇଲ ଇଞ୍ଜିନିୟରିଂ	[761, 1564, 1002, 1583]
event-item: • ଦେବସ୍ନାନ ପୂର୍ଣ୍ଣିମା, ସ୍ଥାନ: ବୁଗୁଡ଼ା ଜଗନ୍ନାଥ ମନ୍ଦିର, ସମୟ: ସକାଳ ୭ଟା	[238, 333, 438, 364]
topper-cell: ସାର୍ଥକ ମହାନ୍ତି	[1001, 1248, 1121, 1267]
date: ୧୧ ଜୁନ, ୨୦୨୫	[186, 40, 272, 59]
event-place-heading: କଳାହାଣ୍ଡି	[896, 337, 971, 360]
place-day: ଭୁବନେଶ୍ୱର, ବୁଧବାର,	[186, 18, 320, 36]
events-column-4	[672, 104, 882, 940]
article-rule	[8, 2166, 362, 2167]
event-item: • ଆଦିବାସୀ ନୃତ୍ୟ ପ୍ରଦର୍ଶନୀ, ସ୍ଥାନ: ଜୟପୁର, ସମୟ: ପୂର୍ବାହ୍ନ ୧୦ଟା	[672, 413, 882, 444]
topper-cell: ରାଜେଶ ନାୟକ	[1001, 1545, 1121, 1564]
sign-divider	[1132, 402, 1462, 403]
seal-brand: ଧରିତ୍ରୀ	[83, 21, 121, 35]
table-row	[761, 1210, 1122, 1229]
dateline	[172, 16, 412, 61]
topper-cell: ଯଶମାନ ମେହେର	[1001, 1096, 1121, 1115]
course-cell: ଏମ୍‌ସିଏ/ଏମ୍‌ଏସସି (କମ୍ପ୍ୟୁଟର ସାଇନ୍ସ)	[761, 1191, 1002, 1210]
column-header-course: ପାଠ୍ୟକ୍ରମ	[761, 1077, 1002, 1096]
horoscope-sign	[1132, 1022, 1462, 1172]
column-rule	[230, 100, 231, 940]
course-cell: ଏମ୍.ଆର୍କ	[761, 1286, 1002, 1305]
event-place-heading: ଭଦ୍ରକ	[6, 399, 63, 422]
sign-prediction: ଶୁକ୍ର ଗ୍ରହଙ୍କ ପ୍ରଭାବରୁ ନୂଆ ଯୋଜନା ସଫଳ ହେବ। ସ୍ତ୍ରୀ ଓ ସନ୍ତାନଙ୍କ ସୁଖ ମିଳିବ। ପ୍ରେମ ସମ୍ପର୍କ ମଧୁର ହେବ। ଜମିଜମା କାରବାରରେ ସାବଧାନ ରୁହନ୍ତୁ।	[1218, 718, 1456, 786]
article-body-mo-sarkar: ଜଙ୍ଗଲ ପ୍ରଭାବ ପୂରଣ ପାଇଁ ଓଡ଼ିଶା ଆଜି ପ୍ରସ୍ତୁତ ବୋଲି ମୁଖ୍ୟମନ୍ତ୍ରୀ କହିଥିଲେ। ୧୫ଲକ୍ଷ ଲୋକଙ୍କ ପାଇଁ ସ୍ୱାସ୍ଥ୍ୟ ସୁରକ୍ଷା, ମହିଳା ସଶକ୍ତୀକରଣ ଓ କୃଷକଙ୍କ ଉନ୍ନତି ପାଇଁ ସରକାର ପ୍ରତିବଦ୍ଧ। ରାଜ୍ୟ ସରକାରଙ୍କ ବର୍ଷପୂର୍ତ୍ତି ଅବସରରେ ଜନତା ମଇଦାନରେ ଆୟୋଜିତ ଉତ୍ସବରେ ଉନ୍ନତ ଓଡ଼ିଶା ଗଠନର ସଂକଳ୍ପ ନିଆଯାଇଥିଲା। ପ୍ରଧାନମନ୍ତ୍ରୀଙ୍କ ମାର୍ଗଦର୍ଶନରେ ରାଜ୍ୟ ଦ୍ରୁତ ଗତିରେ ଆଗେଇ ଚାଲିଛି ବୋଲି ସେ ଉଲ୍ଲେଖ କରିଥିଲେ। ଗ୍ରାମାଞ୍ଚଳ ରାସ୍ତା, ପାନୀୟ ଜଳ, ବିଦ୍ୟୁତ୍ ଯୋଗାଣ ଓ ଶିକ୍ଷା କ୍ଷେତ୍ରରେ ବ୍ୟାପକ ପରିବର୍ତ୍ତନ ଆସିଛି। ସୁଭଦ୍ରା ଯୋଜନାରେ ଲକ୍ଷାଧିକ ମହିଳାଙ୍କୁ ଆର୍ଥିକ ସହାୟତା ଦିଆଯାଇଛି। କୃଷକଙ୍କ ଧାନ ପାଇଁ ଅଧିକ ସହାୟକ ମୂଲ୍ୟ ପ୍ରଦାନ କରାଯାଉଛି। ଶିଳ୍ପ ବିକାଶ ଓ ନିଯୁକ୍ତି ସୃଷ୍ଟି ପାଇଁ ନୂଆ ନୀତି ପ୍ରଣୟନ କରାଯାଇଛି। ଯୁବକଙ୍କ ଦକ୍ଷତା ବିକାଶ ପାଇଁ ଅନେକ କେନ୍ଦ୍ର ଖୋଲାଯାଇଛି। ମୁଖ୍ୟମନ୍ତ୍ରୀ କହିଥିଲେ ଯେ ଆସନ୍ତା ଦିନରେ ଓଡ଼ିଶାକୁ ଦେଶର ଅଗ୍ରଣୀ ରାଜ୍ୟ କରିବା ଲକ୍ଷ୍ୟ ରହିଛି। ଏହି ଅବସରରେ ବିଭିନ୍ନ ବିଭାଗର ସଫଳତା ସମ୍ପର୍କିତ ପ୍ରଦର୍ଶନୀ ଆୟୋଜିତ ହୋଇଥିଲା। ଉପମୁଖ୍ୟମନ୍ତ୍ରୀ, ମନ୍ତ୍ରୀମଣ୍ଡଳର ସଦସ୍ୟ ଓ ବରିଷ୍ଠ ଅଧିକାରୀମାନେ ଉପସ୍ଥିତ ଥିଲେ। ଜନସାଧାରଣଙ୍କ ଅଭିଯୋଗ ଶୁଣାଣି ପାଇଁ ନୂଆ ବ୍ୟବସ୍ଥା କରାଯାଇଛି। ରାଜ୍ୟର ପ୍ରତ୍ୟେକ ଜିଲ୍ଲାରେ ବର୍ଷପୂର୍ତ୍ତି ଉତ୍ସବ ପାଳନ କରାଯାଉଛି। ସରକାରଙ୍କ ସଂକଳ୍ପ ଓ ଲକ୍ଷ୍ୟ ସମ୍ପର୍କରେ ଲୋକଙ୍କୁ ସଚେତନ କରାଯାଉଛି।	[8, 1002, 362, 1326]
event-item: • ମହାପ୍ରଭୁଙ୍କ ସ୍ନାନ ଉତ୍ସବ, ସ୍ଥାନ: ସୁନାବେଡ଼ା, ସମୟ: ସକାଳ ୭ଟା	[672, 380, 882, 411]
sign-name: ମକର	[1132, 1638, 1204, 1662]
sign-prediction: ପୁଣ୍ୟକାର୍ଯ୍ୟରେ ରୁଚି ବଢ଼ିବ। ବ୍ୟବସାୟୀଙ୍କୁ ଶୁଭଫଳ ମିଳିବ। ପରିବାରରେ ଆନନ୍ଦ ରହିବ। କାର୍ଯ୍ୟରେ ସଫଳତା ପାଇପାରିବେ।	[1218, 1950, 1462, 2000]
section-header	[1257, 4, 1462, 78]
sign-prediction: ବୃହସ୍ପତିଙ୍କ ପ୍ରଭାବରୁ ନୂଆ କାର୍ଯ୍ୟ ଆରମ୍ଭ କରିବେ। ବନ୍ଧୁଙ୍କ ଦ୍ୱାରା ଉପକୃତ ହେବେ। ଶିକ୍ଷା କ୍ଷେତ୍ରରେ ପ୍ରଗତି ଘଟିବ। ବିଦେଶ ଯାତ୍ରା ସମ୍ଭାବନା ଅଛି।	[1218, 1488, 1462, 1556]
sign-divider	[1132, 1480, 1462, 1481]
course-cell: ସିଭିଲ ଇଞ୍ଜିନିୟରିଂ	[761, 1343, 1002, 1362]
event-place-heading: ମୟୂରଭଞ୍ଜ	[6, 594, 91, 617]
registration-square-icon	[960, 2320, 974, 2331]
sign-name: ବିଛା	[1132, 1330, 1204, 1354]
topper-cell: ସାଗରିକା ଦାସ	[1001, 1153, 1121, 1172]
cyan-dot-icon	[700, 2320, 711, 2331]
table-row	[761, 1267, 1122, 1286]
topper-cell: ପ୍ରାଚୀ ମିଶ୍ର	[1001, 1400, 1121, 1419]
sign-prediction: କର୍ମକ୍ଷେତ୍ରରେ ସୁନାମ ବଢ଼ିବ। ସରକାରୀ କାମରେ ସଫଳତା ଆସିବ। ଅର୍ଥଲାଭ ଯୋଗ ଅଛି। ଛାତ୍ରଛାତ୍ରୀଙ୍କ ପାଇଁ ଦିନଟି ଶୁଭ। ମିଥ୍ୟା ଭାଷଣରୁ ଦୂରେଇ ରୁହନ୍ତୁ।	[1218, 872, 1455, 940]
event-place-heading: ବାଲେଶ୍ୱର	[6, 302, 93, 325]
event-item: • ଦେବସ୍ନାନ ପୂର୍ଣ୍ଣିମା ପାଳନ, ସ୍ଥାନ: ଶ୍ରୀ ଜଗନ୍ନାଥ ମନ୍ଦିର, ସମୟ: ସକାଳ ୭ଟା	[672, 186, 882, 217]
event-item: • ସାରଳା ମନ୍ଦିରରେ ଉତ୍ସବ, ସ୍ଥାନ: ଝଙ୍କଡ଼	[238, 624, 438, 640]
topper-cell: ସତ୍ୟବ୍ରତ ଯେନା	[1001, 1381, 1121, 1400]
event-place-heading: କେନ୍ଦୁଝର	[6, 496, 72, 519]
